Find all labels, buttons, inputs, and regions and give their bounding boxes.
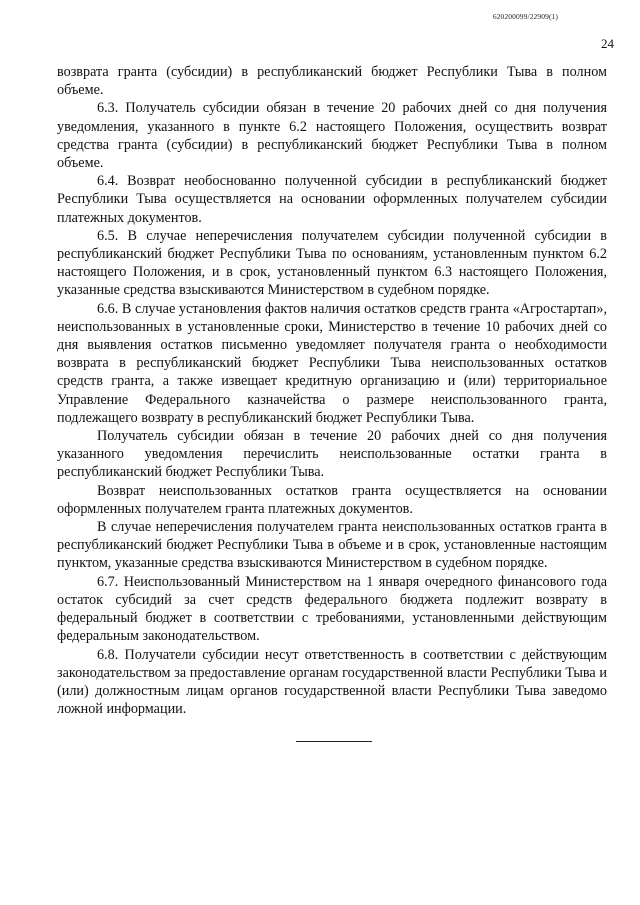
paragraph-6-6-enforcement: В случае неперечисления получателем гранта неиспользованных остатков гранта в республиканский бюджет Республики Тыва в объеме и в срок, установленные настоящим пунктом, указанные средства взыскиваются Министерством в судебном порядке.: [57, 519, 607, 572]
paragraph-6-6-obligation: Получатель субсидии обязан в течение 20 рабочих дней со дня получения указанного уведомления перечислить неиспользованные остатки гранта в республиканский бюджет Республики Тыва.: [57, 428, 607, 481]
paragraph-continuation: возврата гранта (субсидии) в республиканский бюджет Республики Тыва в полном объеме.: [57, 64, 607, 99]
page-number: 24: [601, 36, 614, 51]
paragraph-6-6-return-basis: Возврат неиспользованных остатков гранта осуществляется на основании оформленных получателем гранта платежных документов.: [57, 482, 607, 517]
document-body: [57, 63, 607, 718]
paragraph-6-7: 6.7. Неиспользованный Министерством на 1 января очередного финансового года остаток субсидий за счет средств федерального бюджета подлежит возврату в федеральный бюджет в соответствии с требованиями, установленными действующим федеральным законодательством.: [57, 573, 607, 645]
paragraph-6-6: 6.6. В случае установления фактов наличия остатков средств гранта «Агростартап», неиспользованных в установленные сроки, Министерство в течение 10 рабочих дней со дня выявления остатков письменно уведомляет получателя гранта о необходимости возврата в республиканский бюджет Республики Тыва неиспользованных остатков средств гранта, а также извещает кредитную организацию и (или) территориальное Управление Федерального казначейства о размере неиспользованного гранта, подлежащего возврату в республиканский бюджет Республики Тыва.: [57, 300, 607, 426]
document-code: 620200099/22909(1): [492, 12, 558, 21]
paragraph-6-5: 6.5. В случае неперечисления получателем субсидии полученной субсидии в республиканский бюджет Республики Тыва по основаниям, установленным пунктом 6.2 настоящего Положения, и в срок, установленный пунктом 6.3 настоящего Положения, указанные средства взыскиваются Министерством в судебном порядке.: [57, 227, 607, 299]
paragraph-6-4: 6.4. Возврат необоснованно полученной субсидии в республиканский бюджет Республики Тыва осуществляется на основании оформленных получателем субсидии платежных документов.: [57, 173, 607, 226]
end-of-text-rule: [296, 741, 372, 742]
paragraph-6-8: 6.8. Получатели субсидии несут ответственность в соответствии с действующим законодательством за предоставление органам государственной власти Республики Тыва и (или) должностным лицам органов государственной власти Республики Тыва заведомо ложной информации.: [57, 646, 607, 718]
paragraph-6-3: 6.3. Получатель субсидии обязан в течение 20 рабочих дней со дня получения уведомления, указанного в пункте 6.2 настоящего Положения, осуществить возврат средства гранта (субсидии) в республиканский бюджет Республики Тыва в полном объеме.: [57, 100, 607, 172]
